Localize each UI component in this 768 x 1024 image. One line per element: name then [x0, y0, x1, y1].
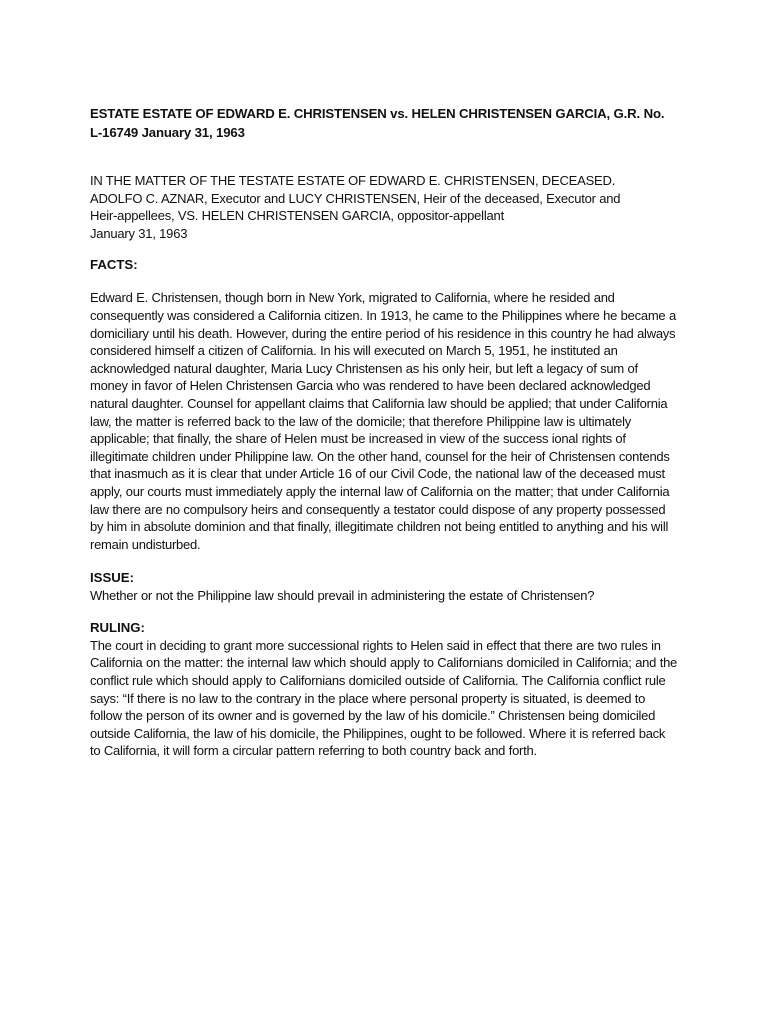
ruling-heading: RULING:: [90, 619, 145, 635]
caption-line: IN THE MATTER OF THE TESTATE ESTATE OF EDWARD E. CHRISTENSEN, DECEASED.: [90, 173, 616, 188]
caption-line: ADOLFO C. AZNAR, Executor and LUCY CHRISTENSEN, Heir of the deceased, Executor and: [90, 190, 621, 206]
document-page: [90, 104, 678, 760]
document-title: ESTATE ESTATE OF EDWARD E. CHRISTENSEN vs. HELEN CHRISTENSEN GARCIA, G.R. No. L-16749 January 31, 1963: [90, 106, 665, 140]
caption-line: Heir-appellees, VS. HELEN CHRISTENSEN GARCIA, oppositor-appellant: [90, 208, 505, 224]
case-caption: [90, 172, 678, 242]
caption-date: January 31, 1963: [90, 225, 188, 241]
ruling-paragraph: The court in deciding to grant more successional rights to Helen said in effect that there are two rules in California on the matter: the internal law which should apply to Californians domiciled in California; and the conflict rule which should apply to Californians domiciled outside of California. The California conflict rule says: “If there is no law to the contrary in the place where personal property is situated, is deemed to follow the person of its owner and is governed by the law of his domicile.” Christensen being domiciled outside California, the law of his domicile, the Philippines, ought to be followed. Where it is referred back to California, it will form a circular pattern referring to both country back and forth.: [90, 637, 678, 759]
issue-paragraph: Whether or not the Philippine law should prevail in administering the estate of Christensen?: [90, 588, 595, 604]
issue-heading: ISSUE:: [90, 570, 134, 586]
facts-paragraph: Edward E. Christensen, though born in New York, migrated to California, where he resided and consequently was considered a California citizen. In 1913, he came to the Philippines where he became a domiciliary until his death. However, during the entire period of his residence in this country he had always considered himself a citizen of California. In his will executed on March 5, 1951, he instituted an acknowledged natural daughter, Maria Lucy Christensen as his only heir, but left a legacy of sum of money in favor of Helen Christensen Garcia who was rendered to have been declared acknowledged natural daughter. Counsel for appellant claims that California law should be applied; that under California law, the matter is referred back to the law of the domicile; that therefore Philippine law is ultimately applicable; that finally, the share of Helen must be increased in view of the success ional rights of illegitimate children under Philippine law. On the other hand, counsel for the heir of Christensen contends that inasmuch as it is clear that under Article 16 of our Civil Code, the national law of the deceased must apply, our courts must immediately apply the internal law of California on the matter; that under California law there are no compulsory heirs and consequently a testator could dispose of any property possessed by him in absolute dominion and that finally, illegitimate children not being entitled to anything and his will remain undisturbed.: [90, 290, 676, 552]
facts-heading: FACTS:: [90, 257, 138, 273]
